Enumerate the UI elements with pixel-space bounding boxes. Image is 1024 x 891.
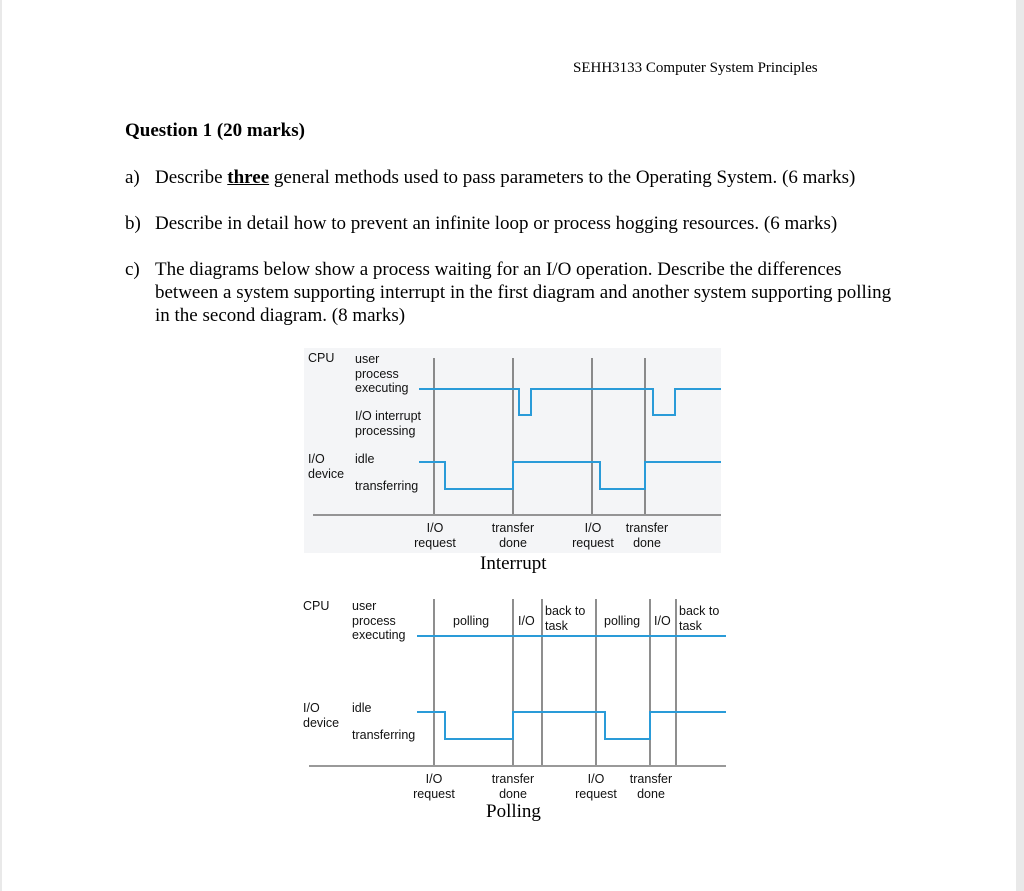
polling-io-state-idle: idle — [352, 701, 372, 715]
polling-diagram — [2, 0, 1016, 891]
document-page — [2, 0, 1016, 891]
polling-segment-label: polling — [604, 614, 641, 628]
interrupt-event-label: transfer done — [625, 521, 669, 550]
polling-segment-label: back to task — [679, 604, 720, 633]
polling-segment-label: back to task — [545, 604, 586, 633]
interrupt-event-label: I/O request — [414, 521, 456, 550]
interrupt-io-state-idle: idle — [355, 452, 375, 466]
polling-event-label: I/O request — [413, 772, 455, 801]
part-b-label: b) — [125, 213, 141, 234]
polling-timing-chart — [2, 0, 1016, 891]
polling-io-state-transferring: transferring — [352, 728, 416, 742]
polling-io-label: I/O device — [303, 701, 340, 730]
part-a-text-after: general methods used to pass parameters to the Operating System. (6 marks) — [269, 167, 856, 188]
interrupt-event-label: I/O request — [572, 521, 614, 550]
part-b-text: Describe in detail how to prevent an infinite loop or process hogging resources. (6 marks) — [155, 213, 838, 234]
interrupt-io-label: I/O device — [308, 452, 345, 481]
polling-caption: Polling — [486, 801, 541, 822]
question-title: Question 1 (20 marks) — [125, 120, 305, 141]
polling-segment-label: polling — [453, 614, 490, 628]
interrupt-cpu-label: CPU — [308, 351, 335, 365]
polling-segment-label: I/O — [518, 614, 535, 628]
part-a-text-before: Describe — [155, 167, 228, 188]
polling-io-trace — [417, 712, 726, 739]
part-c-text: The diagrams below show a process waiting for an I/O operation. Describe the differences between a system supporting interrupt in the first diagram and another system supporting polling in the second diagram. (8 marks) — [155, 259, 892, 326]
interrupt-cpu-state-irq: I/O interrupt processing — [355, 409, 421, 438]
polling-segment-label: I/O — [654, 614, 671, 628]
course-header: SEHH3133 Computer System Principles — [573, 60, 818, 76]
polling-cpu-label: CPU — [303, 599, 330, 613]
interrupt-caption: Interrupt — [480, 553, 547, 574]
polling-cpu-state-user: user process executing — [352, 599, 406, 642]
polling-event-label: transfer done — [629, 772, 673, 801]
interrupt-cpu-state-user: user process executing — [355, 352, 409, 395]
polling-event-label: transfer done — [491, 772, 535, 801]
part-a-label: a) — [125, 167, 140, 188]
interrupt-event-label: transfer done — [491, 521, 535, 550]
interrupt-io-state-transferring: transferring — [355, 479, 419, 493]
part-c-label: c) — [125, 259, 140, 280]
part-a-emphasis: three — [227, 167, 270, 188]
polling-event-label: I/O request — [575, 772, 617, 801]
